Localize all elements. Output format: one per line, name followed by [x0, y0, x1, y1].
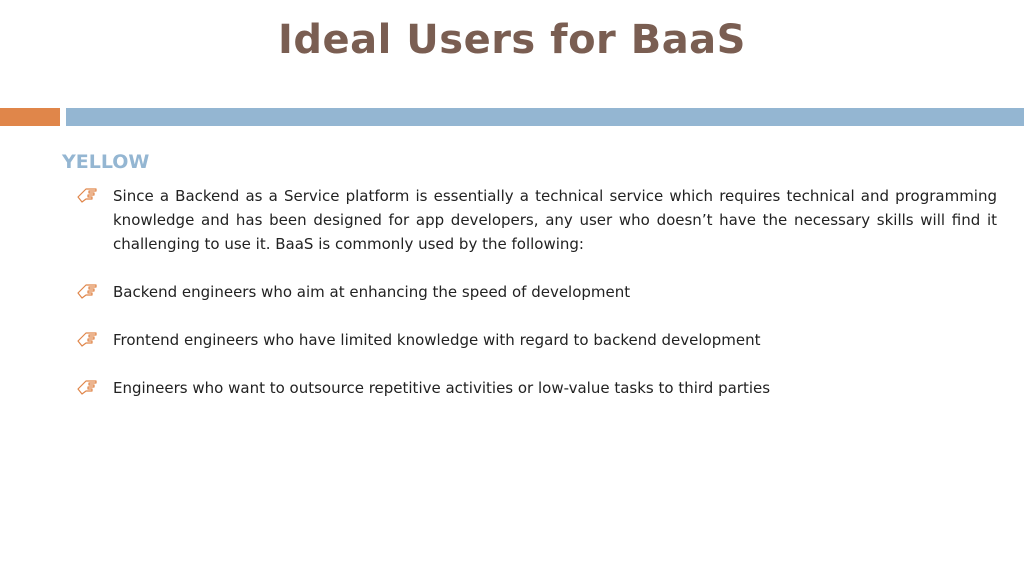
bullet-text: Engineers who want to outsource repetitive activities or low-value tasks to third parties [113, 379, 771, 397]
pointing-hand-icon [76, 329, 98, 349]
bullet-list [76, 184, 997, 424]
bullet-item [76, 328, 997, 352]
pointing-hand-icon [76, 185, 98, 205]
pointing-hand-icon [76, 281, 98, 301]
bullet-text: Since a Backend as a Service platform is essentially a technical service which requires technical and programming knowledge and has been designed for app developers, any user who doesn’t have the necessary skills will find it challenging to use it. BaaS is commonly used by the following: [113, 187, 997, 253]
bullet-text: Backend engineers who aim at enhancing the speed of development [113, 283, 631, 301]
section-subheading: YELLOW [62, 151, 150, 173]
bullet-item [76, 184, 997, 256]
bullet-item [76, 376, 997, 400]
accent-bar-blue [66, 108, 1024, 126]
accent-bar-orange [0, 108, 60, 126]
slide-title: Ideal Users for BaaS [278, 17, 746, 63]
bullet-item [76, 280, 997, 304]
pointing-hand-icon [76, 377, 98, 397]
bullet-text: Frontend engineers who have limited knowledge with regard to backend development [113, 331, 761, 349]
